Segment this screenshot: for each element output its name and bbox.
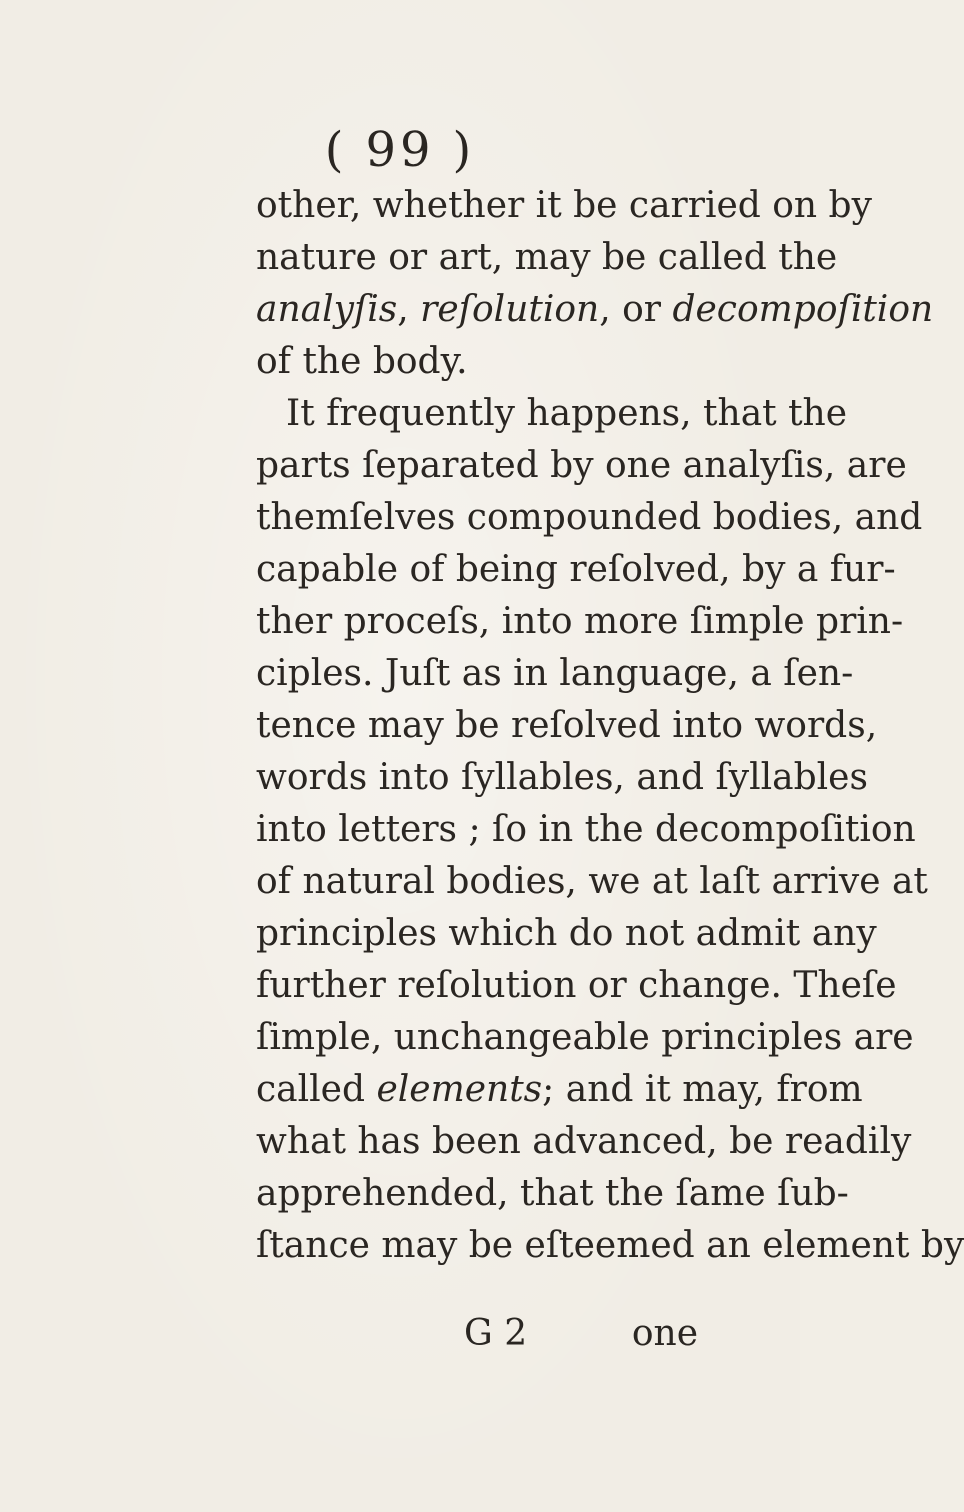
term-resolution: reſolution (420, 289, 600, 330)
text-line-17: ſimple, unchangeable principles are (256, 1017, 914, 1058)
text-line-16: further reſolution or change. Theſe (256, 965, 897, 1006)
header-close-paren: ) (452, 122, 476, 178)
term-analysis: analyſis (256, 289, 398, 330)
text-line-5: It frequently happens, that the (286, 393, 848, 434)
page-number: 99 (365, 122, 435, 178)
text-line-3-sep2: , or (599, 289, 673, 330)
text-line-11: tence may be reſolved into words, (256, 705, 878, 746)
text-line-18-end: ; and it may, from (542, 1069, 863, 1110)
page-footer (256, 1313, 698, 1353)
header-open-paren: ( (324, 122, 348, 178)
text-line-3 (256, 289, 934, 330)
text-line-19: what has been advanced, be readily (256, 1121, 912, 1162)
text-line-18 (256, 1069, 863, 1110)
page-header (0, 122, 800, 178)
text-line-9: ther proceſs, into more ſimple prin- (256, 601, 904, 642)
catchword: one (631, 1313, 698, 1354)
text-line-14: of natural bodies, we at laſt arrive at (256, 861, 928, 902)
term-decomposition: decompoſition (672, 289, 934, 330)
text-line-7: themſelves compounded bodies, and (256, 497, 923, 538)
text-line-2: nature or art, may be called the (256, 237, 838, 278)
text-line-13: into letters ; ſo in the decompoſition (256, 809, 916, 850)
term-elements: elements (376, 1069, 543, 1110)
text-line-3-sep1: , (397, 289, 421, 330)
text-line-15: principles which do not admit any (256, 913, 877, 954)
text-line-6: parts ſeparated by one analyſis, are (256, 445, 907, 486)
text-line-12: words into ſyllables, and ſyllables (256, 757, 868, 798)
signature-mark: G 2 (464, 1313, 528, 1354)
text-line-8: capable of being reſolved, by a fur- (256, 549, 896, 590)
text-line-18-start: called (256, 1069, 377, 1110)
text-line-20: apprehended, that the ſame ſub- (256, 1173, 849, 1214)
text-line-4: of the body. (256, 341, 468, 382)
text-line-21: ſtance may be eſteemed an element by (256, 1225, 964, 1266)
text-line-10: ciples. Juſt as in language, a ſen- (256, 653, 854, 694)
text-line-1: other, whether it be carried on by (256, 185, 872, 226)
